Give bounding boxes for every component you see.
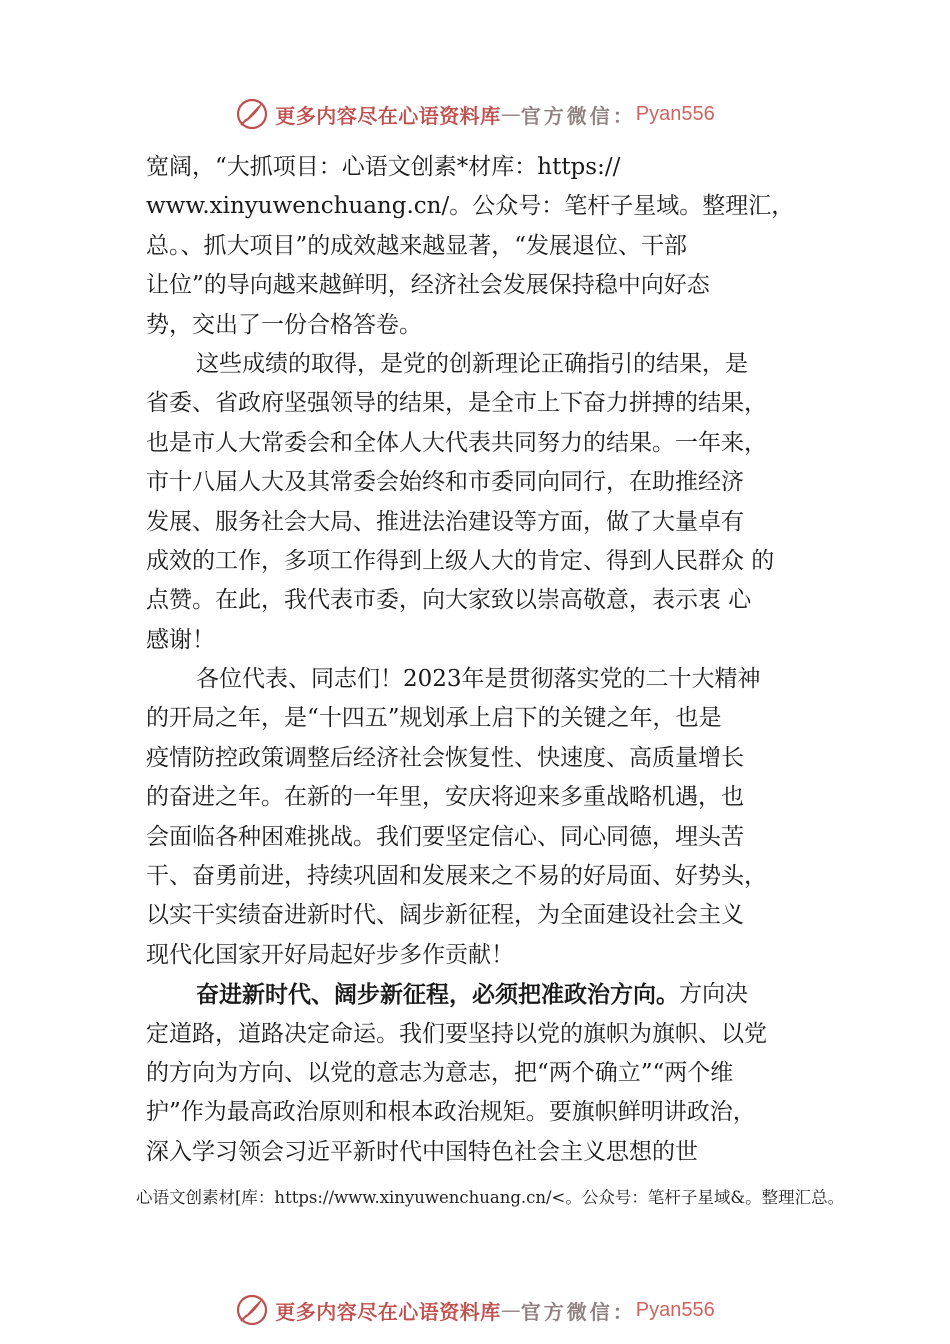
- banner-title: 更多内容尽在心语资料库: [275, 1299, 501, 1324]
- text-line: 点赞。在此，我代表市委，向大家致以崇高敬意，表示衷 心: [146, 587, 752, 614]
- footer-note: 心语文创素材[库：https://www.xinyuwenchuang.cn/<。公众号：笔杆子星域&。整理汇总。: [136, 1188, 845, 1207]
- banner-separator: —: [500, 102, 521, 126]
- bold-lead-sentence: 奋进新时代、阔步新征程，必须把准政治方向。: [196, 981, 679, 1009]
- text-line: 省委、省政府坚强领导的结果，是全市上下奋力拼搏的结果，: [146, 390, 767, 417]
- text-line: 护”作为最高政治原则和根本政治规矩。要旗帜鲜明讲政治，: [146, 1099, 756, 1126]
- text-line: 深入学习领会习近平新时代中国特色社会主义思想的世: [146, 1138, 698, 1165]
- banner-wechat-id: Pyan556: [635, 102, 715, 125]
- text-line: 疫情防控政策调整后经济社会恢复性、快速度、高质量增长: [146, 744, 744, 771]
- text-line: 市十八届人大及其常委会始终和市委同向同行，在助推经济: [146, 469, 744, 496]
- text-line: 宽阔，“大抓项目：心语文创素*材库：https://: [146, 154, 621, 180]
- banner-separator: —: [500, 1298, 521, 1322]
- paragraph-first-line: 各位代表、同志们！2023年是贯彻落实党的二十大精神: [196, 666, 761, 693]
- text-line: 总。、抓大项目”的成效越来越显著，“发展退位、干部: [146, 232, 688, 259]
- banner-wechat-label: 官方微信：: [520, 103, 636, 128]
- quill-logo-icon: [235, 97, 269, 131]
- text-line: 也是市人大常委会和全体人大代表共同努力的结果。一年来，: [146, 429, 767, 456]
- text-line: 势，交出了一份合格答卷。: [146, 311, 422, 338]
- text-line: 让位”的导向越来越鲜明，经济社会发展保持稳中向好态: [146, 272, 710, 299]
- text-line: 的开局之年，是“十四五”规划承上启下的关键之年，也是: [146, 705, 722, 732]
- text-line: 发展、服务社会大局、推进法治建设等方面，做了大量卓有: [146, 508, 744, 535]
- banner-wechat-label: 官方微信：: [520, 1299, 636, 1324]
- text-line: 干、奋勇前进，持续巩固和发展来之不易的好局面、好势头，: [146, 863, 767, 890]
- banner-title: 更多内容尽在心语资料库: [275, 103, 501, 128]
- text-line: 会面临各种困难挑战。我们要坚定信心、同心同德，埋头苦: [146, 823, 744, 850]
- text-line: 以实干实绩奋进新时代、阔步新征程，为全面建设社会主义: [146, 902, 744, 929]
- document-body: [146, 148, 834, 1172]
- banner-wechat-id: Pyan556: [635, 1298, 715, 1321]
- text-line: 定道路，道路决定命运。我们要坚持以党的旗帜为旗帜、以党: [146, 1020, 767, 1047]
- text-line: 感谢！: [146, 626, 215, 653]
- header-banner: [0, 94, 950, 134]
- text-line: 的奋进之年。在新的一年里，安庆将迎来多重战略机遇，也: [146, 784, 744, 811]
- footer-banner: [0, 1290, 950, 1330]
- text-line: 现代化国家开好局起好步多作贡献！: [146, 941, 514, 968]
- paragraph-first-line: 这些成绩的取得，是党的创新理论正确指引的结果，是: [196, 350, 748, 377]
- text-line: www.xinyuwenchuang.cn/。公众号：笔杆子星域。整理汇，: [146, 193, 795, 220]
- text-line: 的方向为方向、以党的意志为意志，把“两个确立”“两个维: [146, 1059, 734, 1086]
- paragraph-first-line: 奋进新时代、阔步新征程，必须把准政治方向。 方向决: [146, 975, 834, 1014]
- quill-logo-icon: [235, 1293, 269, 1327]
- text-line: 成效的工作，多项工作得到上级人大的肯定、得到人民群众 的: [146, 547, 775, 574]
